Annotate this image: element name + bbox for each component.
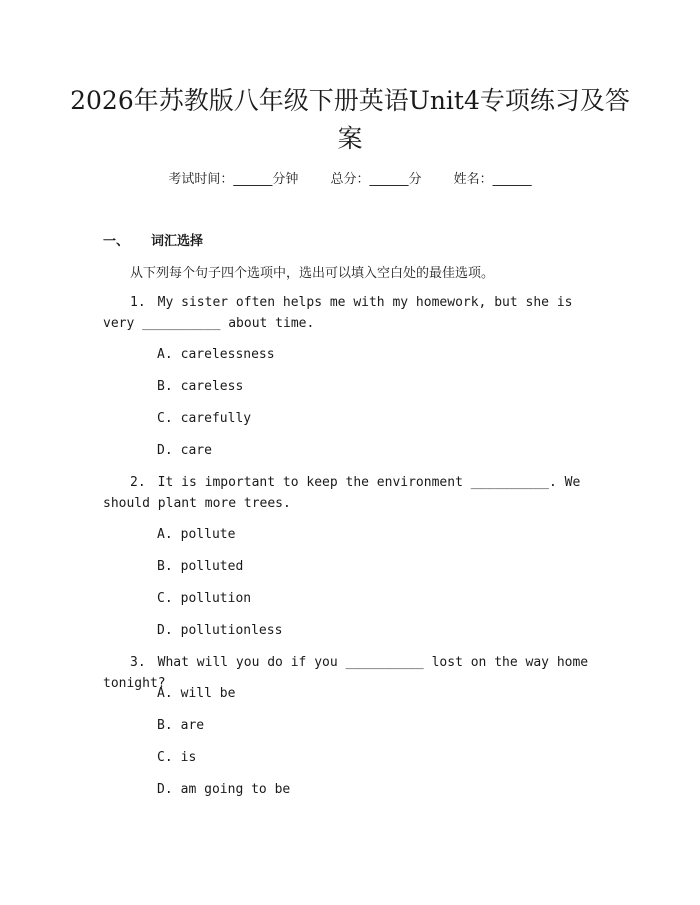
option-letter: D. <box>157 443 173 458</box>
exam-name <box>454 172 532 187</box>
question-2-option-b <box>157 559 243 574</box>
exam-score <box>330 172 421 187</box>
question-3-option-d <box>157 782 290 797</box>
option-letter: B. <box>157 718 173 733</box>
question-2 <box>103 472 603 514</box>
option-text: care <box>180 443 212 458</box>
section-number: 一、 <box>103 234 130 249</box>
option-text: pollute <box>180 527 236 542</box>
option-text: pollutionless <box>180 623 283 638</box>
option-letter: D. <box>157 623 173 638</box>
option-letter: C. <box>157 411 173 426</box>
option-text: will be <box>180 686 236 701</box>
exam-score-label: 总分： <box>330 172 370 187</box>
option-text: is <box>180 750 197 765</box>
question-1-option-a <box>157 347 275 362</box>
question-3-option-c <box>157 750 196 765</box>
question-text: What will you do if you __________ lost on the way home tonight? <box>103 655 589 691</box>
exam-score-blank: ______ <box>369 172 409 187</box>
question-1-option-d <box>157 443 212 458</box>
exam-meta <box>0 168 700 187</box>
question-2-option-c <box>157 591 251 606</box>
option-letter: A. <box>157 527 173 542</box>
option-letter: C. <box>157 591 173 606</box>
option-letter: A. <box>157 347 173 362</box>
option-letter: A. <box>157 686 173 701</box>
question-3-option-a <box>157 686 235 701</box>
option-letter: D. <box>157 782 173 797</box>
exam-time-unit: 分钟 <box>272 172 299 187</box>
exam-name-blank: ______ <box>492 172 532 187</box>
option-text: are <box>180 718 205 733</box>
option-text: am going to be <box>180 782 291 797</box>
option-text: carefully <box>180 411 252 426</box>
question-number: 1. <box>130 295 146 310</box>
option-text: polluted <box>180 559 244 574</box>
document-title: 2026年苏教版八年级下册英语Unit4专项练习及答案 <box>70 86 630 153</box>
option-letter: C. <box>157 750 173 765</box>
option-text: pollution <box>180 591 252 606</box>
question-text: My sister often helps me with my homework, but she is very __________ about time. <box>103 295 573 331</box>
question-number: 3. <box>130 655 146 670</box>
question-1-option-b <box>157 379 243 394</box>
question-2-option-a <box>157 527 235 542</box>
section-title: 词汇选择 <box>151 234 204 249</box>
question-1 <box>103 292 603 334</box>
exam-name-label: 姓名： <box>453 172 493 187</box>
question-1-option-c <box>157 411 251 426</box>
option-text: carelessness <box>180 347 275 362</box>
exam-time-blank: ______ <box>233 172 273 187</box>
section-instruction: 从下列每个句子四个选项中，选出可以填入空白处的最佳选项。 <box>130 266 495 281</box>
question-3-option-b <box>157 718 204 733</box>
exam-time-label: 考试时间： <box>168 172 234 187</box>
section-heading <box>103 230 203 249</box>
option-text: careless <box>180 379 244 394</box>
question-2-option-d <box>157 623 282 638</box>
option-letter: B. <box>157 559 173 574</box>
exam-time <box>168 172 298 187</box>
question-text: It is important to keep the environment __________. We should plant more trees. <box>103 475 581 511</box>
option-letter: B. <box>157 379 173 394</box>
exam-score-unit: 分 <box>408 172 422 187</box>
question-number: 2. <box>130 475 146 490</box>
